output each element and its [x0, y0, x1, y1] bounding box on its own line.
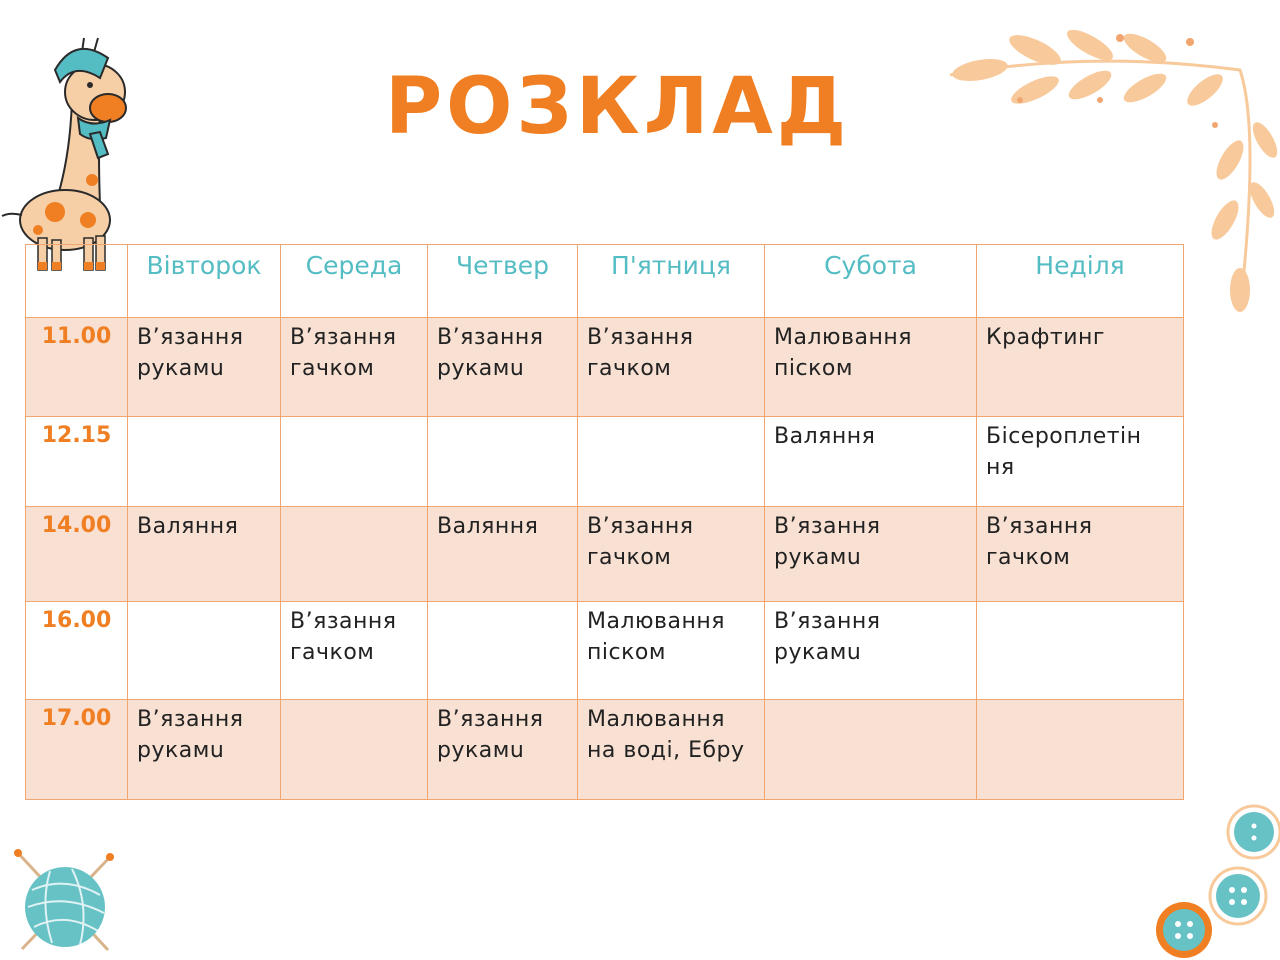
activity-cell: [765, 700, 976, 704]
day-header: Субота: [824, 251, 917, 280]
activity-cell: [977, 602, 1183, 606]
activity-cell: Валяння: [437, 514, 539, 539]
schedule-table: [25, 244, 1184, 800]
day-header: П'ятниця: [611, 251, 731, 280]
activity-cell: Валяння: [137, 514, 239, 539]
activity-cell: В’язання рукамu: [774, 514, 881, 570]
day-header: Середа: [305, 251, 403, 280]
table-row: [26, 700, 1184, 800]
activity-cell: [977, 700, 1183, 704]
table-row: [26, 507, 1184, 602]
activity-cell: [428, 417, 577, 421]
giraffe-illustration: [0, 30, 140, 275]
activity-cell: Бісероплетін ня: [986, 424, 1142, 480]
time-label: 14.00: [41, 513, 112, 538]
time-label: 17.00: [41, 706, 112, 731]
table-row: [26, 417, 1184, 507]
button-icons: [1150, 800, 1280, 960]
day-header: Четвер: [455, 251, 550, 280]
time-label: 12.15: [41, 423, 112, 448]
table-row: [26, 602, 1184, 700]
activity-cell: В’язання рукамu: [437, 707, 544, 763]
activity-cell: В’язання рукамu: [774, 609, 881, 665]
activity-cell: [428, 602, 577, 606]
activity-cell: В’язання рукамu: [437, 325, 544, 381]
corner-cell: [26, 245, 128, 318]
activity-cell: В’язання гачком: [587, 325, 694, 381]
activity-cell: [578, 417, 764, 421]
activity-cell: Валяння: [774, 424, 876, 449]
activity-cell: В’язання гачком: [290, 325, 397, 381]
activity-cell: В’язання рукамu: [137, 325, 244, 381]
activity-cell: В’язання гачком: [986, 514, 1093, 570]
header-row: [26, 245, 1184, 318]
activity-cell: Малювання піском: [587, 609, 725, 665]
activity-cell: Крафтинг: [986, 325, 1105, 350]
table-row: [26, 318, 1184, 417]
time-label: 16.00: [41, 608, 112, 633]
activity-cell: [128, 602, 280, 606]
activity-cell: [281, 417, 427, 421]
page-title: РОЗКЛАД: [385, 62, 851, 152]
yarn-ball: [10, 845, 120, 955]
activity-cell: [281, 700, 427, 704]
day-header: Неділя: [1035, 251, 1125, 280]
activity-cell: Малювання на воді, Ебру: [587, 707, 745, 763]
day-header: Вівторок: [146, 251, 262, 280]
activity-cell: [128, 417, 280, 421]
activity-cell: В’язання гачком: [290, 609, 397, 665]
activity-cell: В’язання гачком: [587, 514, 694, 570]
time-label: 11.00: [41, 324, 112, 349]
activity-cell: [281, 507, 427, 511]
activity-cell: В’язання рукамu: [137, 707, 244, 763]
activity-cell: Малювання піском: [774, 325, 912, 381]
